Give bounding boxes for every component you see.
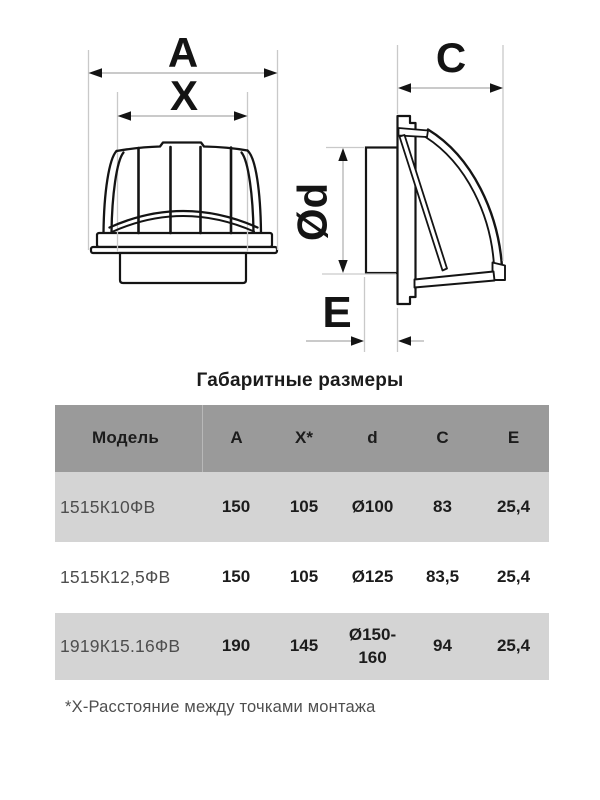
header-c: C — [436, 428, 449, 448]
dim-label-e: E — [322, 288, 352, 337]
arrow-left-icon — [118, 111, 132, 120]
section-title: Габаритные размеры — [196, 370, 404, 391]
cell-e: 25,4 — [496, 567, 531, 587]
arrow-left-icon — [398, 83, 411, 92]
header-e: E — [507, 428, 520, 448]
arrow-up-icon — [338, 148, 347, 161]
dimension-x — [118, 72, 248, 121]
arrow-left-icon — [89, 68, 103, 77]
cell-d: Ø150-160 — [348, 625, 397, 667]
cell-d: Ø125 — [351, 567, 394, 587]
footnote: *Х-Расстояние между точками монтажа — [65, 698, 376, 716]
table-row — [55, 542, 549, 613]
cell-x: 145 — [289, 636, 319, 656]
dimension-c — [398, 34, 503, 93]
cell-e: 25,4 — [496, 636, 531, 656]
cell-c: 83,5 — [425, 567, 460, 587]
arrow-down-icon — [338, 260, 347, 273]
technical-drawing — [0, 0, 600, 362]
cell-a: 190 — [221, 636, 251, 656]
header-a: A — [202, 405, 270, 472]
cell-c: 94 — [433, 636, 452, 656]
table-header-row — [55, 405, 549, 472]
dimensions-table — [55, 405, 549, 680]
arrow-right-icon — [264, 68, 278, 77]
cell-x: 105 — [289, 496, 319, 516]
arrow-right-icon — [234, 111, 248, 120]
table-row — [55, 472, 549, 542]
cell-a: 150 — [221, 496, 251, 516]
arrow-right-icon — [490, 83, 503, 92]
dimension-d — [289, 148, 348, 273]
dim-label-x: X — [169, 72, 199, 119]
cell-model: 1919К15.16ФВ — [60, 636, 181, 657]
cell-model: 1515К12,5ФВ — [60, 567, 171, 588]
front-flange — [97, 233, 272, 247]
header-model: Модель — [92, 428, 160, 448]
table-row — [55, 613, 549, 680]
header-d: d — [367, 428, 378, 448]
dimension-a — [89, 29, 278, 78]
side-duct — [366, 148, 398, 274]
dim-label-d: Ød — [289, 182, 336, 242]
cell-d: Ø100 — [351, 496, 394, 516]
hood-bottom-edge — [415, 272, 495, 288]
front-view-drawing — [89, 29, 278, 283]
side-view-drawing — [289, 34, 505, 352]
cell-e: 25,4 — [496, 496, 531, 516]
cell-c: 83 — [433, 496, 452, 516]
header-x: X* — [295, 428, 313, 448]
dim-label-c: C — [435, 34, 467, 81]
cell-a: 150 — [221, 567, 251, 587]
front-grille-cage — [104, 143, 262, 234]
dim-label-a: A — [167, 29, 199, 76]
cell-x: 105 — [289, 567, 319, 587]
arrow-right-icon — [351, 336, 364, 345]
front-duct — [120, 253, 246, 283]
cell-model: 1515К10ФВ — [60, 496, 156, 517]
arrow-left-icon — [398, 336, 411, 345]
